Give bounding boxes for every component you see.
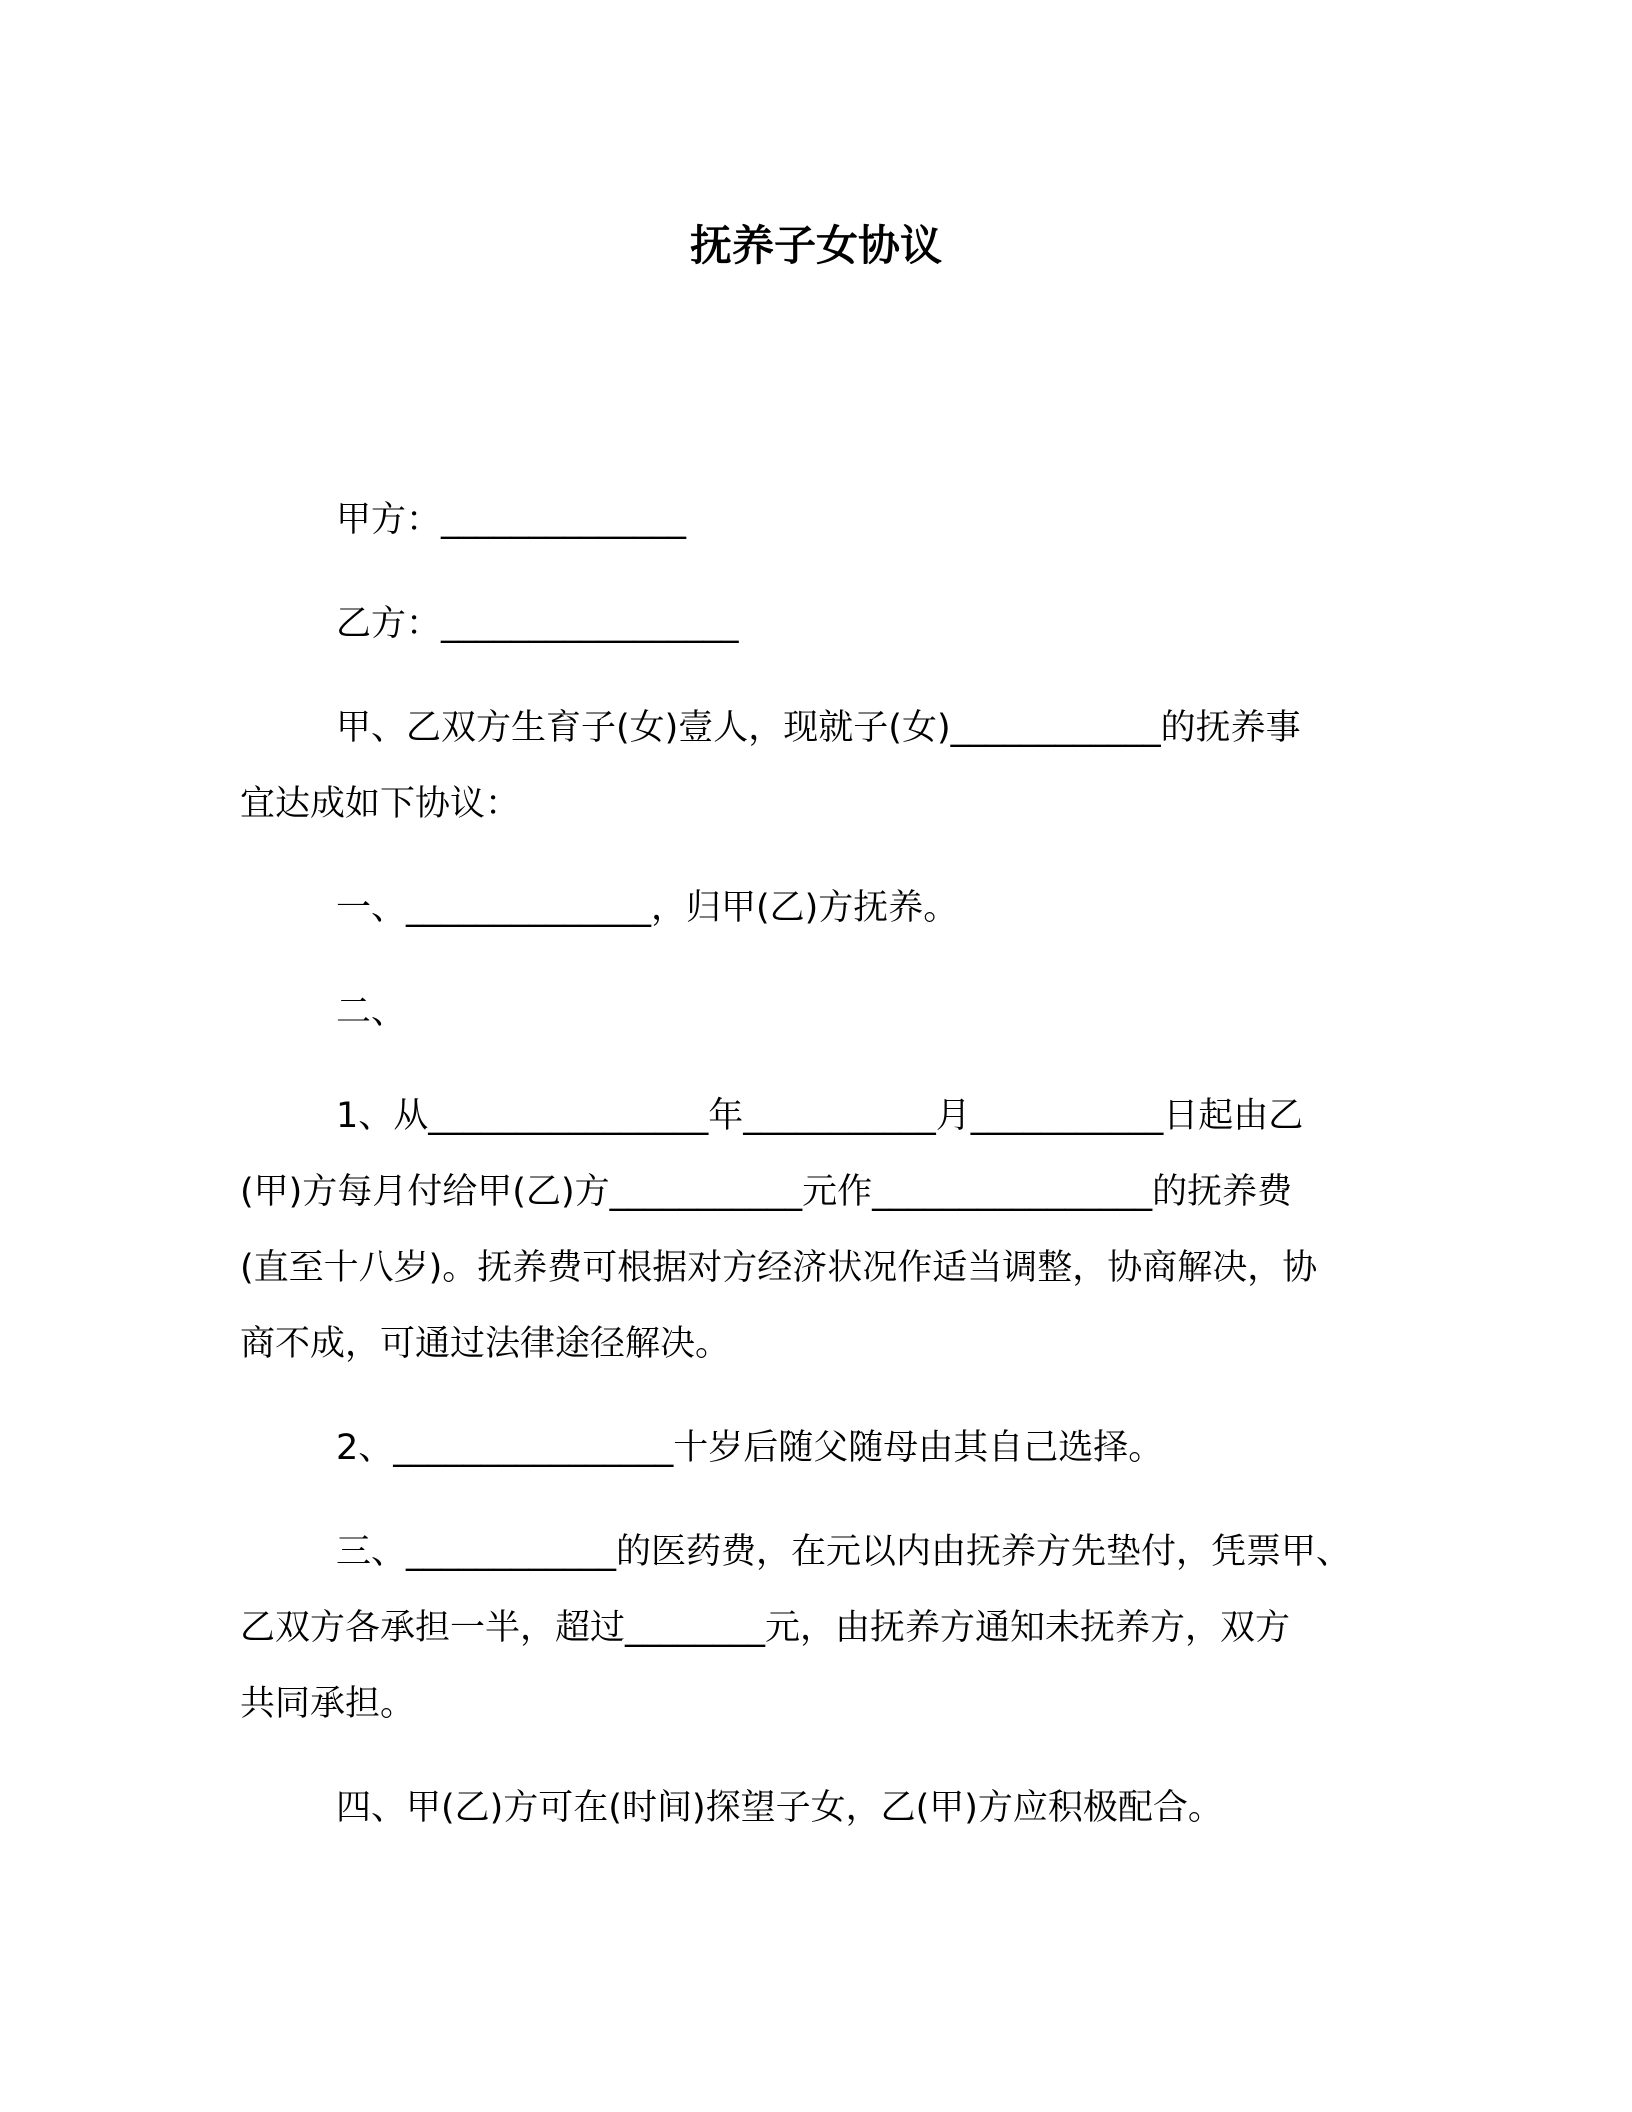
preamble-line-1: 甲、乙双方生育子(女)壹人，现就子(女)____________的抚养事 [336, 708, 1301, 748]
party-a-line: 甲方：______________ [336, 500, 687, 540]
clause-2-1-line-1: 1、从________________年___________月___________日起由乙 [336, 1096, 1304, 1136]
clause-2-1-line-4: 商不成，可通过法律途径解决。 [240, 1324, 731, 1364]
clause-4-line: 四、甲(乙)方可在(时间)探望子女，乙(甲)方应积极配合。 [336, 1788, 1223, 1828]
party-b-line: 乙方：_________________ [336, 604, 739, 644]
clause-2-heading: 二、 [336, 992, 407, 1032]
preamble-line-2: 宜达成如下协议： [240, 784, 521, 824]
clause-2-2-line: 2、________________十岁后随父随母由其自己选择。 [336, 1428, 1164, 1468]
clause-2-1-line-2: (甲)方每月付给甲(乙)方___________元作________________的抚养费 [240, 1172, 1293, 1212]
clause-3-line-1: 三、____________的医药费，在元以内由抚养方先垫付，凭票甲、 [336, 1532, 1352, 1572]
document-title: 抚养子女协议 [689, 221, 942, 270]
clause-3-line-2: 乙双方各承担一半，超过________元，由抚养方通知未抚养方，双方 [240, 1608, 1291, 1648]
clause-3-line-3: 共同承担。 [240, 1684, 416, 1724]
clause-1-line: 一、______________，归甲(乙)方抚养。 [336, 888, 959, 928]
clause-2-1-line-3: (直至十八岁)。抚养费可根据对方经济状况作适当调整，协商解决，协 [240, 1248, 1318, 1288]
